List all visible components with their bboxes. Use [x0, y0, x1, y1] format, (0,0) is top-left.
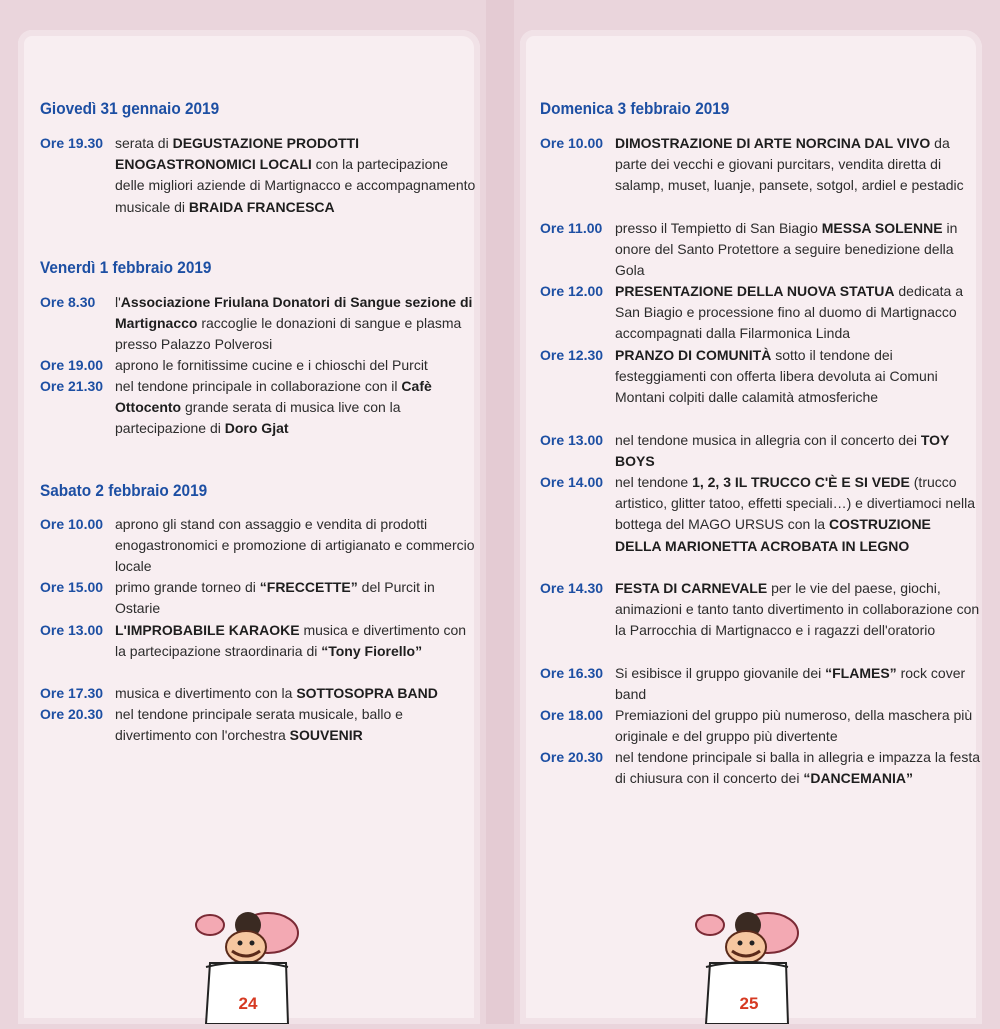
- highlight-text: SOTTOSOPRA BAND: [296, 685, 438, 701]
- highlight-text: DEGUSTAZIONE PRODOTTI ENOGASTRONOMICI LOCALI: [115, 135, 360, 173]
- body-text: sotto il tendone dei festeggiamenti con offerta libera devoluta ai Comuni Montani colpiti dalle calamità atmosferiche: [615, 347, 938, 406]
- schedule-entry: [40, 577, 480, 619]
- body-text: nel tendone musica in allegria con il concerto dei: [615, 432, 921, 448]
- pig-mascot-illustration: [688, 895, 808, 1024]
- entry-text: [615, 578, 980, 642]
- body-text: musica e divertimento con la partecipazione straordinaria di: [115, 622, 467, 660]
- entry-text: [115, 133, 480, 218]
- entry-text: [615, 663, 980, 705]
- schedule-entry: [40, 514, 480, 578]
- highlight-text: Cafè Ottocento: [115, 378, 432, 416]
- highlight-text: PRESENTAZIONE DELLA NUOVA STATUA: [615, 283, 895, 299]
- body-text: nel tendone principale si balla in allegria e impazza la festa di chiusura con il concerto dei: [615, 749, 980, 787]
- entry-time: Ore 20.30: [540, 749, 604, 765]
- entry-time: Ore 11.00: [540, 220, 603, 236]
- body-text: dedicata a San Biagio e processione fino al duomo di Martignacco accompagnati dalla Filarmonica Linda: [615, 283, 963, 342]
- schedule-entry: [40, 133, 480, 218]
- day-title: Domenica 3 febbraio 2019: [540, 100, 730, 118]
- highlight-text: Associazione Friulana Donatori di Sangue sezione di Martignacco: [115, 294, 473, 332]
- schedule-entry: [540, 218, 980, 282]
- entry-time: Ore 14.00: [540, 474, 604, 490]
- body-text: rock cover band: [615, 665, 966, 703]
- entry-time: Ore 8.30: [40, 294, 96, 310]
- body-text: primo grande torneo di: [115, 579, 260, 595]
- body-text: per le vie del paese, giochi, animazioni e tanto tanto divertimento in collaborazione con la Parrocchia di Martignacco e i ragazzi dell'oratorio: [615, 580, 980, 639]
- body-text: in onore del Santo Protettore a seguire benedizione della Gola: [615, 220, 958, 279]
- body-text: l': [115, 294, 121, 310]
- highlight-text: MESSA SOLENNE: [821, 220, 943, 236]
- schedule-entry: [540, 663, 980, 705]
- schedule-entry: [540, 281, 980, 345]
- page-number: 25: [739, 994, 759, 1013]
- pig-mascot-illustration: [188, 895, 308, 1024]
- body-text: aprono gli stand con assaggio e vendita di prodotti enogastronomici e promozione di artigianato e commercio locale: [115, 516, 475, 575]
- highlight-text: Doro Gjat: [224, 420, 289, 437]
- schedule-entry: [540, 133, 980, 197]
- highlight-text: DIMOSTRAZIONE DI ARTE NORCINA DAL VIVO: [615, 135, 931, 151]
- entry-time: Ore 12.30: [540, 347, 604, 363]
- entry-text: [615, 345, 980, 409]
- body-text: presso il Tempietto di San Biagio: [615, 220, 822, 236]
- entry-text: [615, 218, 980, 282]
- entry-time: Ore 19.30: [40, 135, 104, 151]
- entry-time: Ore 10.00: [40, 516, 104, 532]
- highlight-text: COSTRUZIONE DELLA MARIONETTA ACROBATA IN LEGNO: [615, 516, 931, 554]
- entry-text: [115, 376, 480, 440]
- entry-time: Ore 15.00: [40, 579, 104, 595]
- highlight-text: PRANZO DI COMUNITÀ: [615, 347, 772, 363]
- highlight-text: “DANCEMANIA”: [803, 770, 913, 787]
- body-text: raccoglie le donazioni di sangue e plasma presso Palazzo Polverosi: [115, 315, 462, 353]
- entry-text: [115, 620, 480, 662]
- schedule-entry: [40, 620, 480, 662]
- page-number: 24: [238, 994, 258, 1013]
- entry-text: [115, 577, 480, 619]
- entry-text: [615, 472, 980, 557]
- entry-time: Ore 16.30: [540, 665, 604, 681]
- entry-time: Ore 17.30: [40, 685, 104, 701]
- entry-time: Ore 14.30: [540, 580, 604, 596]
- body-text: grande serata di musica live con la partecipazione di: [115, 399, 401, 437]
- entry-time: Ore 20.30: [40, 706, 104, 722]
- page-gutter: [486, 0, 514, 1024]
- highlight-text: BRAIDA FRANCESCA: [188, 198, 335, 215]
- day-title: Venerdì 1 febbraio 2019: [40, 259, 212, 277]
- entry-text: [615, 430, 980, 472]
- body-text: nel tendone principale serata musicale, ballo e divertimento con l'orchestra: [115, 706, 403, 744]
- schedule-entry: [540, 578, 980, 642]
- day-title: Giovedì 31 gennaio 2019: [40, 100, 220, 118]
- schedule-entry: [40, 355, 480, 376]
- highlight-text: “FRECCETTE”: [259, 579, 358, 595]
- schedule-entry: [40, 704, 480, 746]
- day-title: Sabato 2 febbraio 2019: [40, 482, 208, 500]
- highlight-text: SOUVENIR: [289, 727, 363, 744]
- highlight-text: L'IMPROBABILE KARAOKE: [115, 622, 300, 638]
- entry-text: [615, 281, 980, 345]
- entry-text: [615, 133, 980, 197]
- entry-text: [615, 705, 980, 747]
- entry-time: Ore 13.00: [540, 432, 604, 448]
- schedule-entry: [540, 705, 980, 747]
- highlight-text: “Tony Fiorello”: [321, 643, 423, 660]
- highlight-text: 1, 2, 3 IL TRUCCO C'È E SI VEDE: [692, 474, 910, 490]
- highlight-text: TOY BOYS: [615, 432, 950, 470]
- schedule-entry: [540, 345, 980, 409]
- body-text: musica e divertimento con la: [115, 685, 297, 701]
- entry-text: [115, 514, 480, 578]
- entry-time: Ore 12.00: [540, 283, 604, 299]
- body-text: Premiazioni del gruppo più numeroso, della maschera più originale e del gruppo più divertente: [615, 707, 973, 745]
- schedule-entry: [40, 292, 480, 356]
- schedule-entry: [40, 376, 480, 440]
- body-text: nel tendone: [615, 474, 693, 490]
- entry-time: Ore 18.00: [540, 707, 604, 723]
- body-text: serata di: [115, 135, 173, 151]
- schedule-entry: [540, 430, 980, 472]
- entry-text: [115, 683, 480, 704]
- body-text: da parte dei vecchi e giovani purcitars, vendita diretta di salamp, muset, luanje, pansete, sotgol, ardiel e pestadic: [615, 135, 964, 194]
- body-text: nel tendone principale in collaborazione con il: [115, 378, 402, 394]
- schedule-entry: [540, 472, 980, 557]
- entry-text: [615, 747, 980, 789]
- body-text: con la partecipazione delle migliori aziende di Martignacco e accompagnamento musicale di: [115, 156, 476, 215]
- body-text: aprono le fornitissime cucine e i chioschi del Purcit: [115, 357, 428, 373]
- entry-time: Ore 19.00: [40, 357, 104, 373]
- entry-text: [115, 704, 480, 746]
- entry-time: Ore 21.30: [40, 378, 104, 394]
- entry-time: Ore 10.00: [540, 135, 604, 151]
- body-text: Si esibisce il gruppo giovanile dei: [615, 665, 826, 681]
- body-text: (trucco artistico, glitter tatoo, effetti speciali…) e divertiamoci nella bottega del MAGO URSUS con la: [615, 474, 976, 533]
- highlight-text: “FLAMES”: [825, 665, 897, 681]
- schedule-entry: [540, 747, 980, 789]
- entry-text: [115, 292, 480, 356]
- entry-text: [115, 355, 480, 376]
- entry-time: Ore 13.00: [40, 622, 104, 638]
- body-text: del Purcit in Ostarie: [115, 579, 435, 617]
- highlight-text: FESTA DI CARNEVALE: [615, 580, 768, 596]
- schedule-entry: [40, 683, 480, 704]
